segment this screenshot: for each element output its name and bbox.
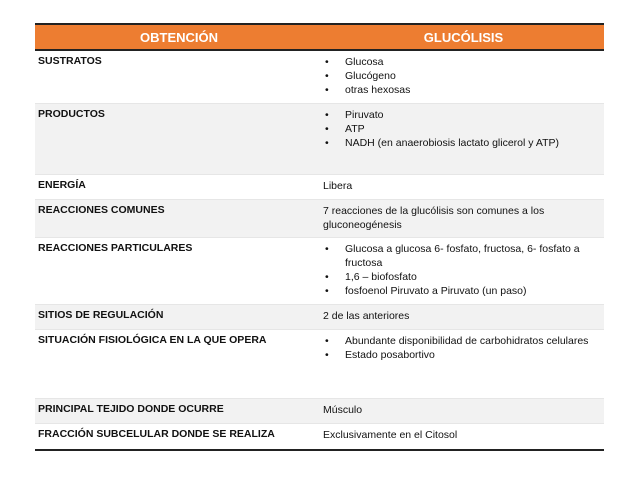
table-header <box>35 23 604 51</box>
bullet-icon: • <box>325 335 329 347</box>
row-label: SITIOS DE REGULACIÓN <box>38 309 164 321</box>
row-label: PRODUCTOS <box>38 108 105 120</box>
bullet-icon: • <box>325 349 329 361</box>
bullet-icon: • <box>325 137 329 149</box>
list-item: • Piruvato <box>325 109 384 121</box>
table-row <box>35 237 604 304</box>
bullet-icon: • <box>325 285 329 297</box>
list-item: • otras hexosas <box>325 84 411 96</box>
list-item: • Glucosa a glucosa 6- fosfato, fructosa, 6- fosfato a fructosa <box>325 243 580 269</box>
list-item: • Glucógeno <box>325 70 396 82</box>
row-value: 7 reacciones de la glucólisis son comunes a los gluconeogénesis <box>323 205 545 231</box>
row-label: FRACCIÓN SUBCELULAR DONDE SE REALIZA <box>38 428 275 440</box>
list-item: • 1,6 – biofosfato <box>325 271 417 283</box>
list-item: • ATP <box>325 123 365 135</box>
row-value <box>323 330 604 398</box>
row-value: Músculo <box>323 404 363 416</box>
row-label: REACCIONES PARTICULARES <box>38 242 193 254</box>
bullet-icon: • <box>325 56 329 68</box>
table-row <box>35 51 604 103</box>
bullet-icon: • <box>325 70 329 82</box>
table-row <box>35 304 604 329</box>
bullet-icon: • <box>325 271 329 283</box>
row-label: SUSTRATOS <box>38 55 102 67</box>
row-value: Exclusivamente en el Citosol <box>323 429 458 441</box>
row-label: SITUACIÓN FISIOLÓGICA EN LA QUE OPERA <box>38 334 267 346</box>
row-label: PRINCIPAL TEJIDO DONDE OCURRE <box>38 403 224 415</box>
table-row <box>35 398 604 423</box>
table-row <box>35 174 604 199</box>
row-value <box>323 51 604 103</box>
list-item: • Glucosa <box>325 56 384 68</box>
bullet-icon: • <box>325 109 329 121</box>
bullet-icon: • <box>325 123 329 135</box>
row-value: 2 de las anteriores <box>323 310 410 322</box>
header-obtencion: OBTENCIÓN <box>140 29 218 45</box>
row-value <box>323 238 604 304</box>
bullet-icon: • <box>325 243 329 255</box>
list-item: • NADH (en anaerobiosis lactato glicerol y ATP) <box>325 137 559 149</box>
bullet-icon: • <box>325 84 329 96</box>
row-value <box>323 104 604 174</box>
header-glucolisis: GLUCÓLISIS <box>423 29 504 45</box>
list-item: • fosfoenol Piruvato a Piruvato (un paso) <box>325 285 527 297</box>
row-label: ENERGÍA <box>38 179 86 191</box>
list-item: • Abundante disponibilidad de carbohidratos celulares <box>325 335 589 347</box>
table-row <box>35 103 604 174</box>
table-row <box>35 199 604 237</box>
table-row <box>35 423 604 449</box>
table-row <box>35 329 604 398</box>
list-item: • Estado posabortivo <box>325 349 435 361</box>
row-label: REACCIONES COMUNES <box>38 204 165 216</box>
comparison-table <box>35 23 604 451</box>
row-value: Libera <box>323 180 353 192</box>
